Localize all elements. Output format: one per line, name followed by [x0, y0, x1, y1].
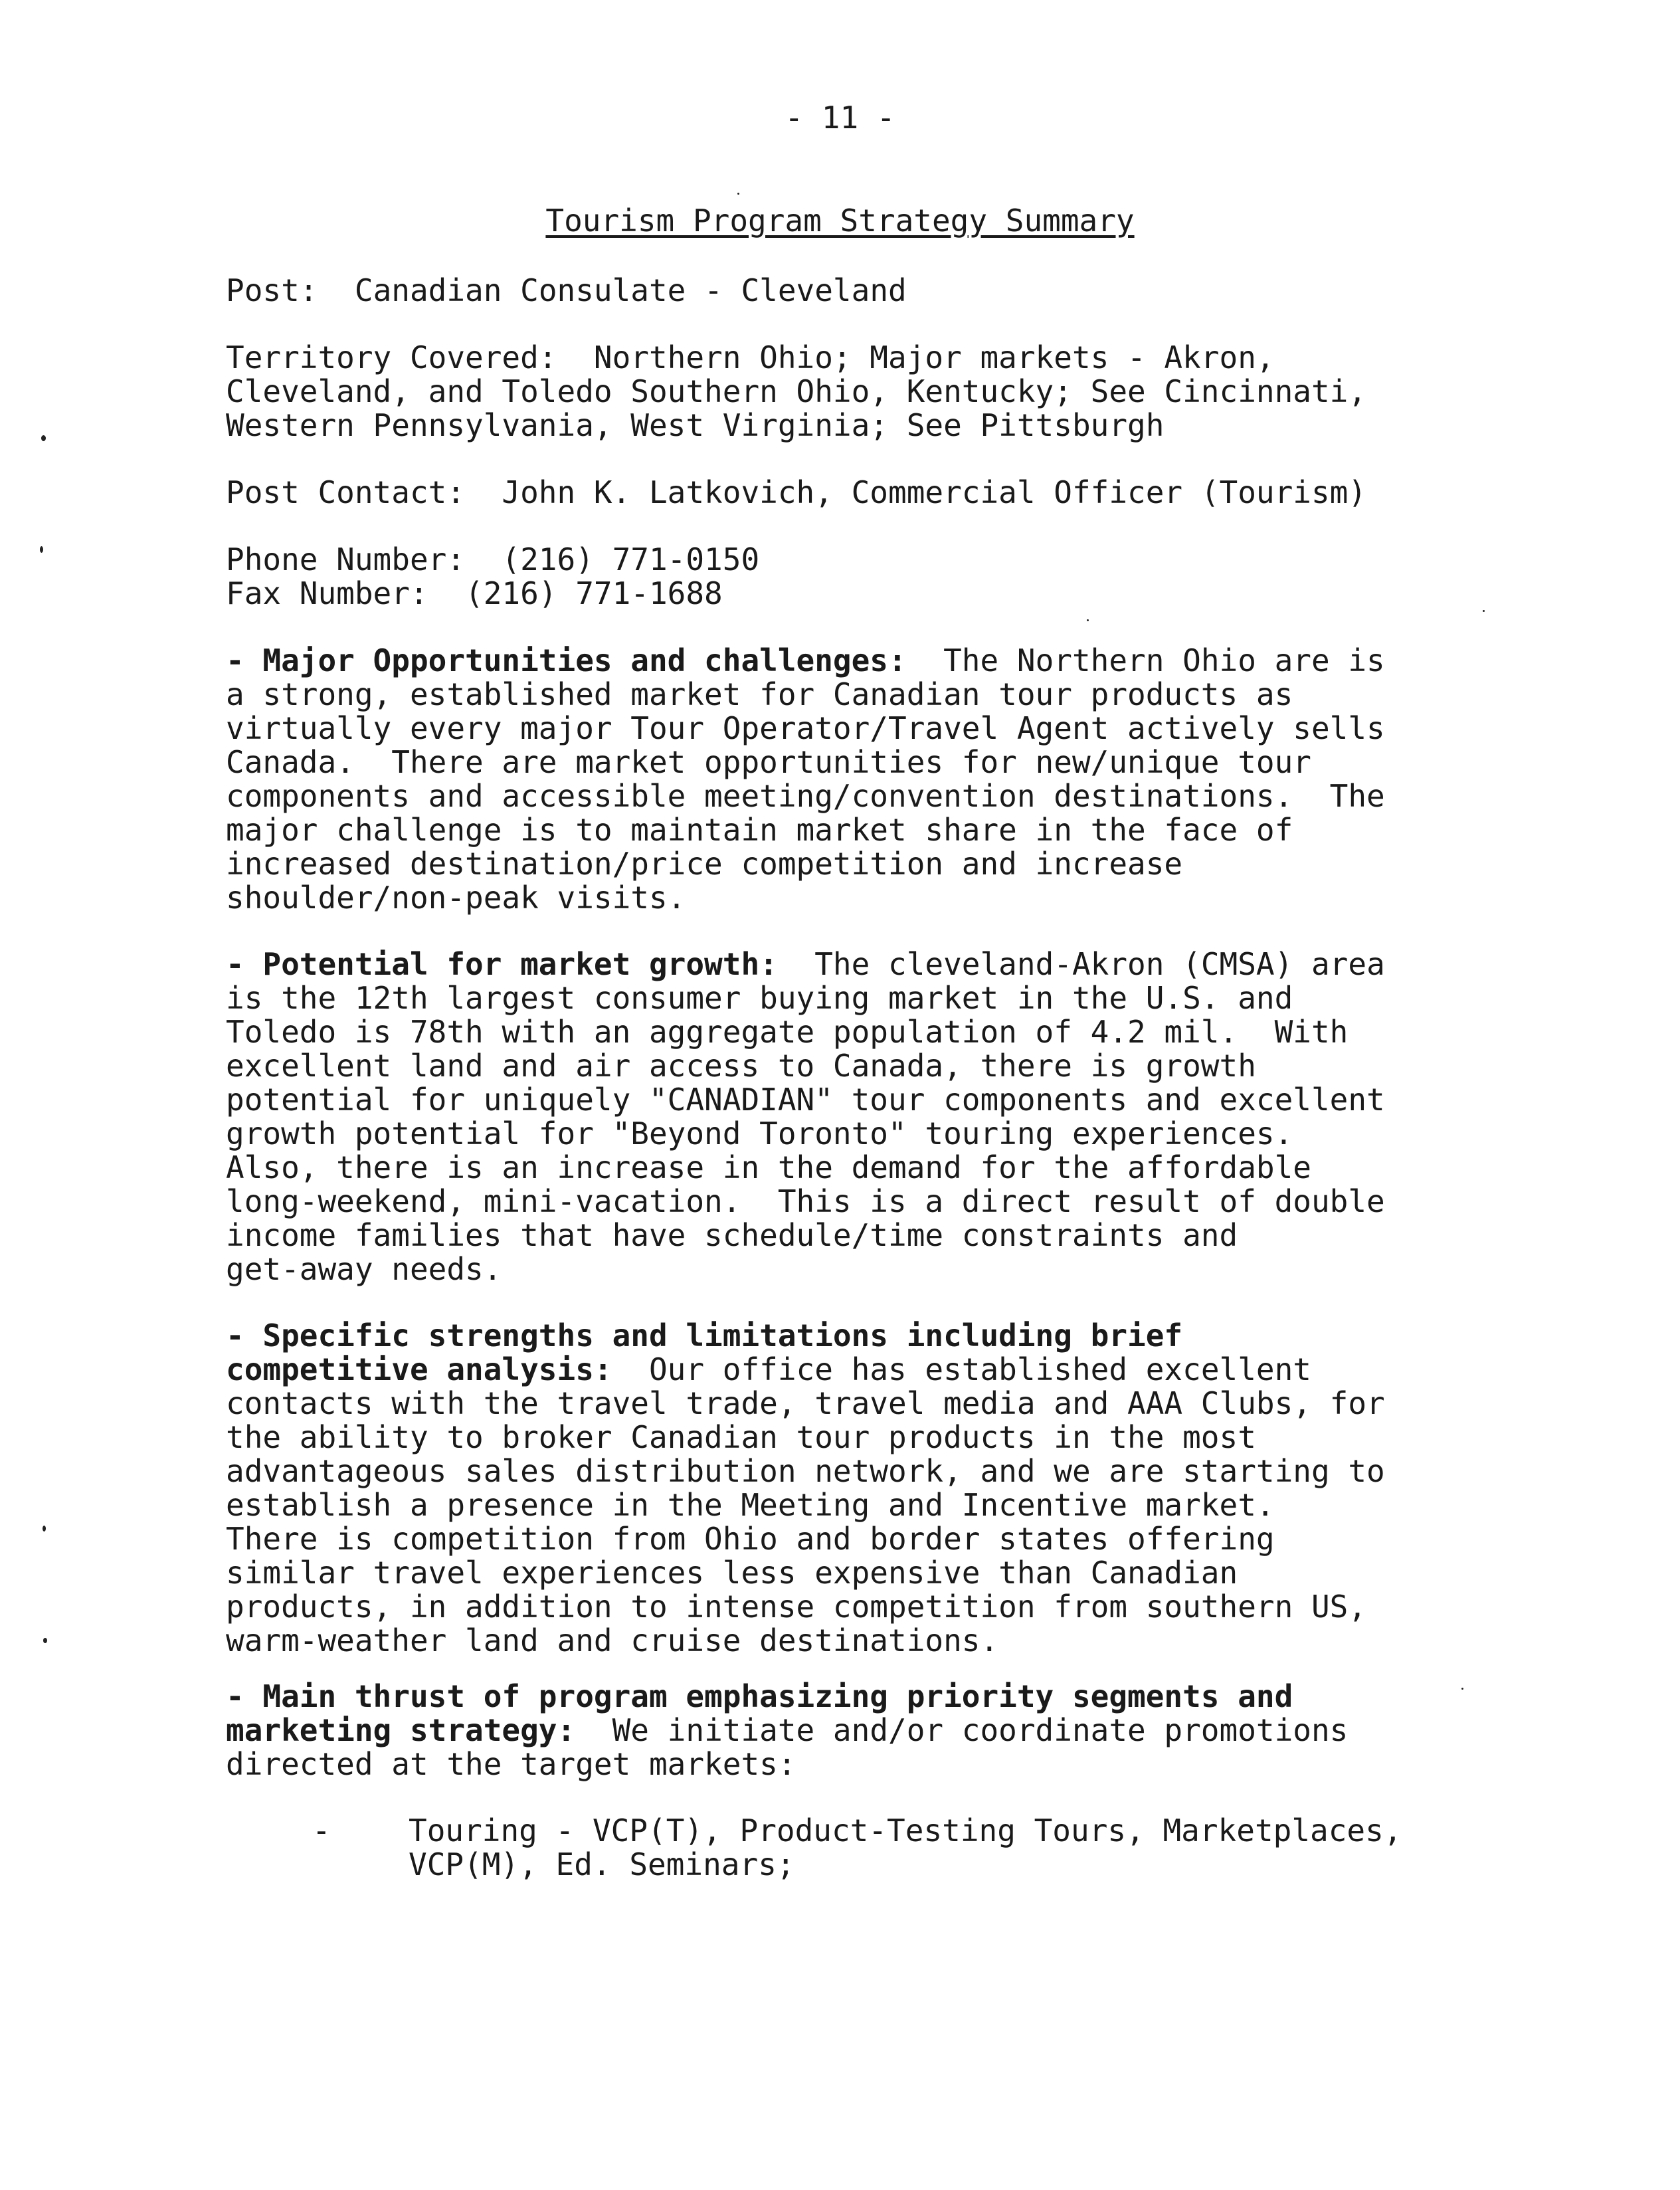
scan-speck: [40, 546, 43, 553]
scan-speck: [1087, 619, 1089, 621]
section-main-thrust: [226, 1680, 1501, 1781]
fax-line: Fax Number: (216) 771-1688: [226, 575, 723, 611]
section-body: Our office has established excellent contacts with the travel trade, travel media and AAA Clubs, for the ability to broker Canadian tour products in the most advantageous sales distribution network, and we are starting to establish a presence in the Meeting and Incentive market. There is competition from Ohio and border states offering similar travel experiences less expensive than Canadian products, in addition to intense competition from southern US, warm-weather land and cruise destinations.: [226, 1351, 1385, 1658]
scan-speck: [1461, 1688, 1463, 1690]
section-heading: - Main thrust of program emphasizing priority segments and marketing strategy:: [226, 1678, 1293, 1748]
bullet-touring: Touring - VCP(T), Product-Testing Tours, Marketplaces, VCP(M), Ed. Seminars;: [409, 1813, 1402, 1882]
post-value: Canadian Consulate - Cleveland: [354, 272, 907, 308]
territory-line-2: Cleveland, and Toledo Southern Ohio, Kentucky; See Cincinnati,: [226, 373, 1367, 409]
territory-block: [226, 341, 1501, 443]
section-market-growth: [226, 947, 1501, 1286]
post-line: [226, 274, 1501, 308]
section-strengths: [226, 1319, 1501, 1658]
territory-line-3: Western Pennsylvania, West Virginia; See Pittsburgh: [226, 407, 1165, 443]
bullet-dash: -: [312, 1813, 331, 1848]
scan-speck: [41, 435, 46, 441]
scan-speck: [43, 1526, 46, 1532]
document-title: Tourism Program Strategy Summary: [545, 203, 1135, 239]
post-label: Post:: [226, 272, 318, 308]
post-contact-line: Post Contact: John K. Latkovich, Commercial Officer (Tourism): [226, 474, 1367, 510]
scan-speck: [1483, 610, 1485, 612]
section-opportunities: [226, 644, 1501, 915]
section-heading: - Major Opportunities and challenges:: [226, 643, 907, 678]
scan-speck: [737, 193, 739, 195]
section-heading: - Specific strengths and limitations including brief competitive analysis:: [226, 1318, 1183, 1387]
phone-fax-block: [226, 543, 1501, 611]
territory-line-1: Territory Covered: Northern Ohio; Major markets - Akron,: [226, 340, 1275, 375]
section-body: The cleveland-Akron (CMSA) area is the 12th largest consumer buying market in the U.S. and Toledo is 78th with an aggregate population of 4.2 mil. With excellent land and air access to Canada, there is growth potential for uniquely "CANADIAN" tour components and excellent growth potential for "Beyond Toronto" touring experiences. Also, there is an increase in the demand for the affordable long-weekend, mini-vacation. This is a direct result of double income families that have schedule/time constraints and get-away needs.: [226, 946, 1385, 1287]
scan-speck: [43, 1638, 47, 1643]
section-body: The Northern Ohio are is a strong, established market for Canadian tour products as virtually every major Tour Operator/Travel Agent actively sells Canada. There are market opportunities for new/unique tour components and accessible meeting/convention destinations. The major challenge is to maintain market share in the face of increased destination/price competition and increase shoulder/non-peak visits.: [226, 643, 1385, 916]
phone-line: Phone Number: (216) 771-0150: [226, 542, 760, 577]
page-number: - 11 -: [785, 100, 895, 136]
section-body: We initiate and/or coordinate promotions directed at the target markets:: [226, 1712, 1349, 1782]
section-heading: - Potential for market growth:: [226, 946, 778, 982]
